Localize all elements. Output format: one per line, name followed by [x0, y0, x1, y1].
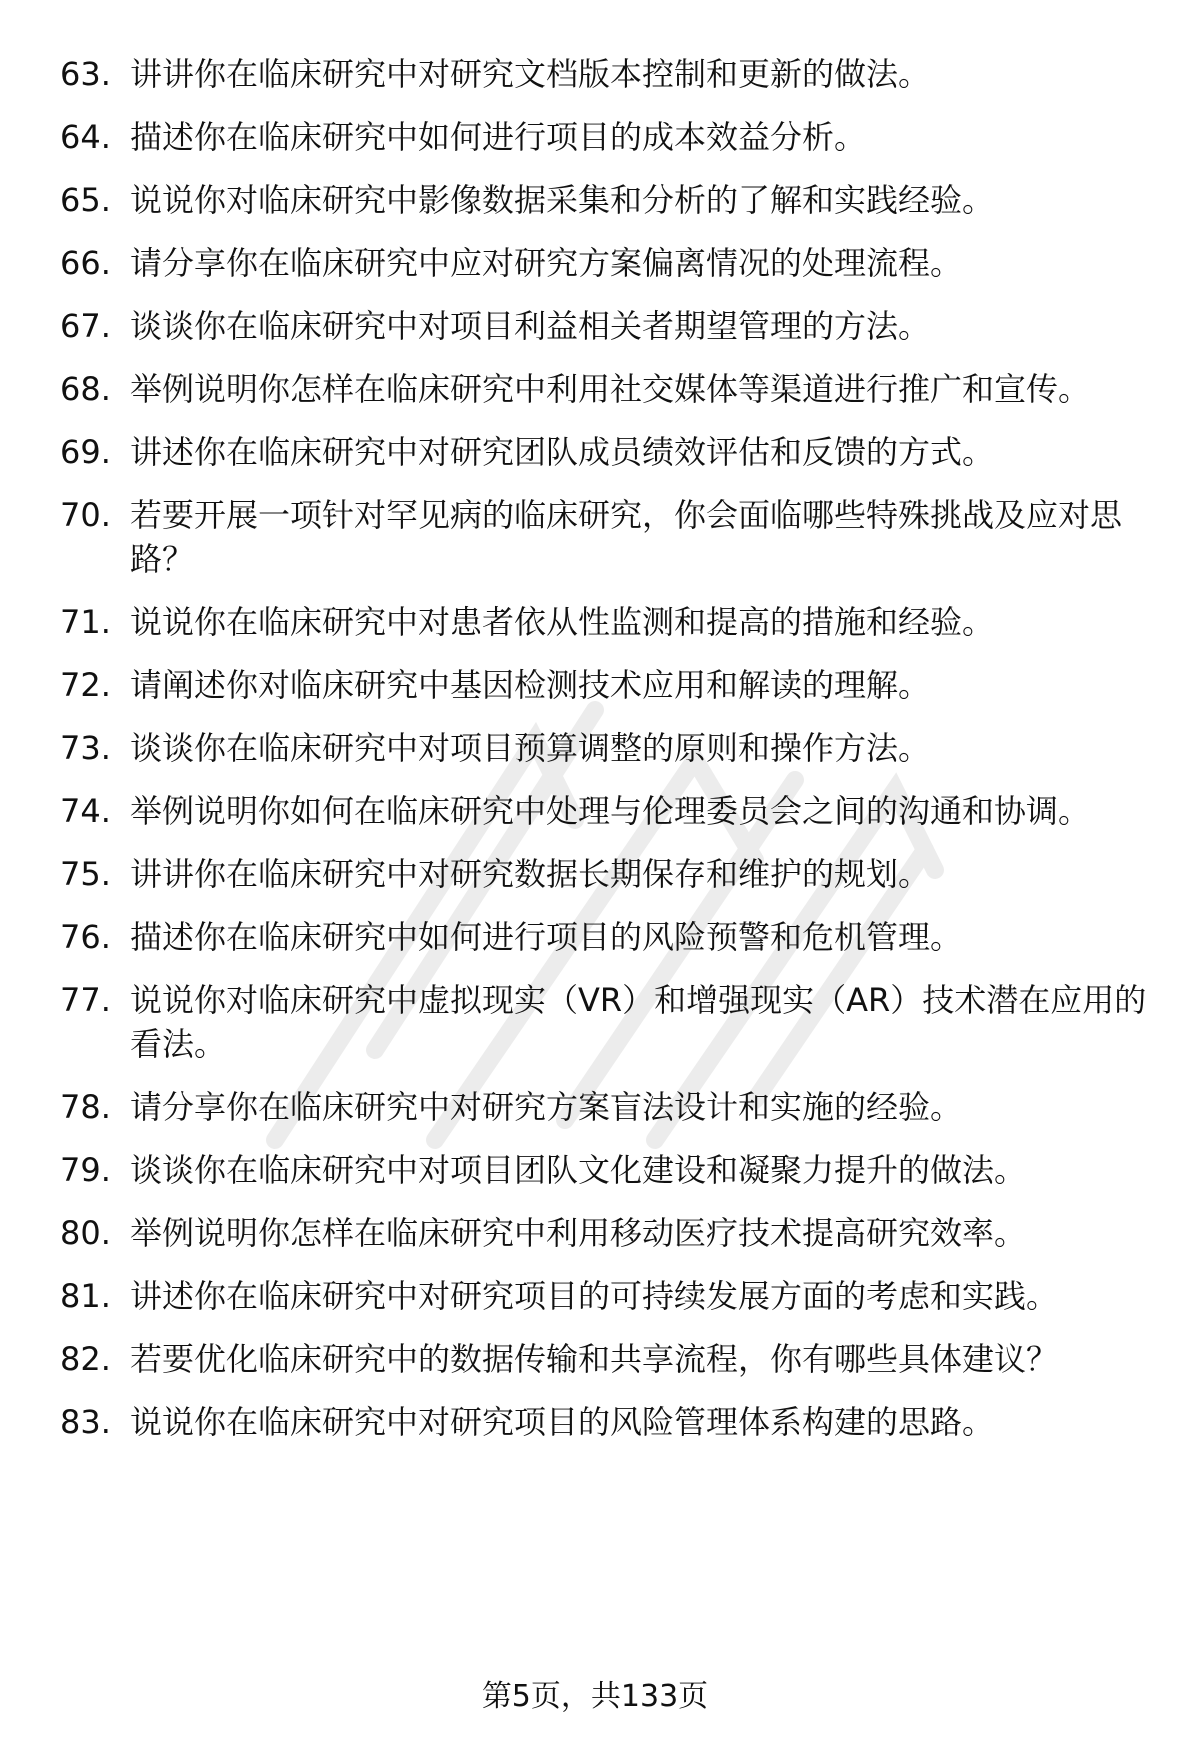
question-text: 谈谈你在临床研究中对项目预算调整的原则和操作方法。 [130, 729, 931, 767]
question-text: 描述你在临床研究中如何进行项目的成本效益分析。 [130, 118, 867, 156]
question-text: 谈谈你在临床研究中对项目团队文化建设和凝聚力提升的做法。 [130, 1151, 1027, 1189]
question-text: 说说你在临床研究中对患者依从性监测和提高的措施和经验。 [130, 603, 995, 641]
question-number: 83. [60, 1403, 111, 1441]
question-number: 64. [60, 118, 111, 156]
question-number: 63. [60, 55, 111, 93]
question-text: 举例说明你怎样在临床研究中利用社交媒体等渠道进行推广和宣传。 [130, 370, 1091, 408]
question-number: 66. [60, 244, 111, 282]
question-text: 若要开展一项针对罕见病的临床研究，你会面临哪些特殊挑战及应对思路？ [130, 496, 1123, 578]
question-number: 68. [60, 370, 111, 408]
list-item [60, 915, 1150, 959]
question-number: 67. [60, 307, 111, 345]
question-number: 74. [60, 792, 111, 830]
list-item [60, 1085, 1150, 1129]
question-number: 79. [60, 1151, 111, 1189]
question-number: 69. [60, 433, 111, 471]
list-item [60, 789, 1150, 833]
list-item [60, 493, 1150, 581]
question-list [60, 52, 1150, 1463]
question-number: 72. [60, 666, 111, 704]
question-text: 说说你在临床研究中对研究项目的风险管理体系构建的思路。 [130, 1403, 995, 1441]
list-item [60, 852, 1150, 896]
list-item [60, 304, 1150, 348]
question-text: 说说你对临床研究中影像数据采集和分析的了解和实践经验。 [130, 181, 995, 219]
list-item [60, 726, 1150, 770]
question-text: 请分享你在临床研究中对研究方案盲法设计和实施的经验。 [130, 1088, 963, 1126]
question-number: 71. [60, 603, 111, 641]
question-text: 讲讲你在临床研究中对研究文档版本控制和更新的做法。 [130, 55, 931, 93]
list-item [60, 1400, 1150, 1444]
list-item [60, 430, 1150, 474]
question-number: 82. [60, 1340, 111, 1378]
question-text: 举例说明你怎样在临床研究中利用移动医疗技术提高研究效率。 [130, 1214, 1027, 1252]
question-text: 请阐述你对临床研究中基因检测技术应用和解读的理解。 [130, 666, 931, 704]
question-text: 举例说明你如何在临床研究中处理与伦理委员会之间的沟通和协调。 [130, 792, 1091, 830]
question-text: 说说你对临床研究中虚拟现实（VR）和增强现实（AR）技术潜在应用的看法。 [130, 981, 1147, 1063]
question-number: 78. [60, 1088, 111, 1126]
list-item [60, 52, 1150, 96]
question-text: 若要优化临床研究中的数据传输和共享流程，你有哪些具体建议？ [130, 1340, 1059, 1378]
question-number: 70. [60, 496, 111, 534]
question-number: 80. [60, 1214, 111, 1252]
question-number: 77. [60, 981, 111, 1019]
list-item [60, 663, 1150, 707]
list-item [60, 367, 1150, 411]
list-item [60, 1274, 1150, 1318]
list-item [60, 978, 1150, 1066]
question-number: 75. [60, 855, 111, 893]
question-text: 讲述你在临床研究中对研究项目的可持续发展方面的考虑和实践。 [130, 1277, 1059, 1315]
question-text: 讲述你在临床研究中对研究团队成员绩效评估和反馈的方式。 [130, 433, 995, 471]
list-item [60, 600, 1150, 644]
list-item [60, 241, 1150, 285]
question-number: 73. [60, 729, 111, 767]
question-text: 谈谈你在临床研究中对项目利益相关者期望管理的方法。 [130, 307, 931, 345]
question-number: 65. [60, 181, 111, 219]
list-item [60, 1337, 1150, 1381]
page-indicator: 第5页，共133页 [481, 1679, 709, 1714]
list-item [60, 1148, 1150, 1192]
list-item [60, 115, 1150, 159]
question-text: 请分享你在临床研究中应对研究方案偏离情况的处理流程。 [130, 244, 963, 282]
question-text: 描述你在临床研究中如何进行项目的风险预警和危机管理。 [130, 918, 963, 956]
list-item [60, 178, 1150, 222]
question-number: 76. [60, 918, 111, 956]
question-text: 讲讲你在临床研究中对研究数据长期保存和维护的规划。 [130, 855, 931, 893]
list-item [60, 1211, 1150, 1255]
question-number: 81. [60, 1277, 111, 1315]
